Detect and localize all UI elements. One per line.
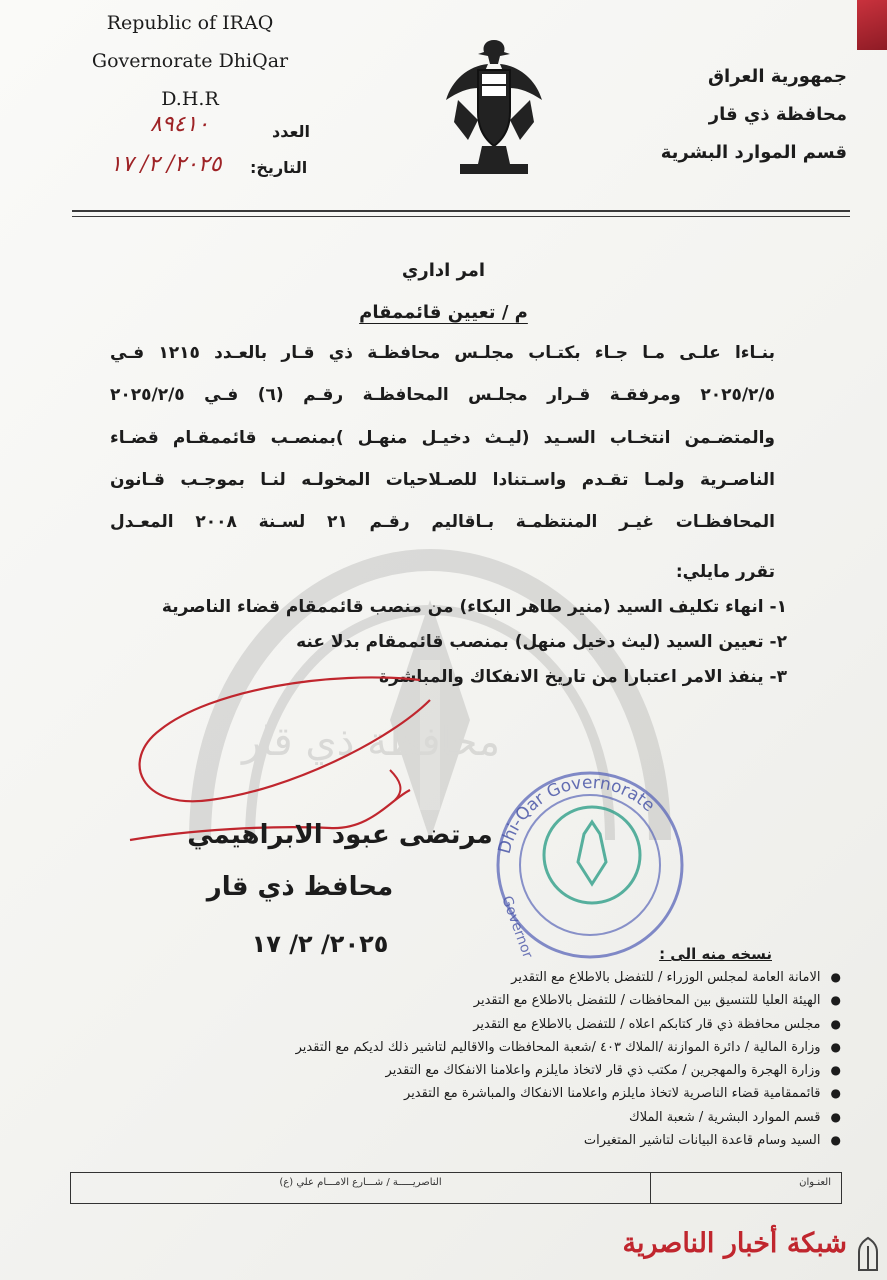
copy-item: ●الهيئة العليا للتنسيق بين المحافظات / للتفضل بالاطلاع مع التقدير bbox=[473, 993, 841, 1009]
copies-title: نسخه منه الى : bbox=[659, 945, 772, 963]
footer-address-table bbox=[70, 1172, 842, 1204]
header-arabic bbox=[617, 58, 847, 172]
copy-item: ●السيد وسام قاعدة البيانات لتاشير المتغيرات bbox=[583, 1133, 841, 1149]
address-label: العنـوان bbox=[650, 1173, 841, 1203]
header-english-line-1: Republic of IRAQ bbox=[106, 12, 274, 34]
news-brand-logo: شبكة أخبار الناصرية bbox=[622, 1228, 847, 1259]
watermark-text: محافظة ذي قار bbox=[242, 719, 500, 765]
header-english-line-3: D.H.R bbox=[161, 88, 219, 110]
header-english bbox=[60, 4, 320, 118]
stamp-outer-text: Dhi-Qar Governorate bbox=[494, 772, 659, 856]
bullet-icon: ● bbox=[830, 970, 841, 984]
header-divider-bottom bbox=[72, 216, 850, 217]
copy-item: ●مجلس محافظة ذي قار كتابكم اعلاه / للتفضل بالاطلاع مع التقدير bbox=[473, 1016, 841, 1032]
address-value: الناصريـــــة / شـــارع الامـــام علي (ع) bbox=[279, 1177, 442, 1188]
header-arabic-line-2: محافظة ذي قار bbox=[708, 104, 847, 125]
stamp-lower-text: Governor bbox=[498, 893, 536, 960]
body-line-6: تقرر مايلي: bbox=[675, 562, 775, 582]
header-divider-top bbox=[72, 210, 850, 212]
signature-date: ٢٠٢٥/ ٢/ ١٧ bbox=[251, 930, 389, 958]
bullet-icon: ● bbox=[830, 1086, 841, 1101]
body-line-4: الناصـرية ولمـا تقـدم واسـتنادا للصـلاحيات المخولـه لنـا بموجـب قـانون bbox=[110, 470, 775, 490]
header-arabic-line-3: قسم الموارد البشرية bbox=[660, 142, 847, 163]
copy-item: ●وزارة المالية / دائرة الموازنة /الملاك ٤٠٣ /شعبة المحافظات والاقاليم لتاشير ذلك لديكم مع التقدير bbox=[295, 1039, 841, 1055]
brand-icon bbox=[855, 1236, 881, 1272]
iraq-eagle-emblem-icon bbox=[438, 30, 550, 180]
body-line-3: والمتضـمن انتخـاب السـيد (ليـث دخيـل منهـل )بمنصـب قائممقـام قضـاء bbox=[110, 428, 775, 448]
copy-item: ●قائممقامية قضاء الناصرية لاتخاذ مايلزم واعلامنا الانفكاك والمباشرة مع التقدير bbox=[404, 1086, 841, 1102]
bullet-icon: ● bbox=[830, 1133, 841, 1148]
document-date: ٢٠٢٥/ ٢/ ١٧ bbox=[110, 152, 222, 177]
reference-block bbox=[110, 110, 330, 210]
signer-title: محافظ ذي قار bbox=[206, 872, 394, 902]
date-label: التاريخ: bbox=[250, 158, 308, 177]
order-item-3: ٣- ينفذ الامر اعتبارا من تاريخ الانفكاك والمباشرة bbox=[379, 667, 787, 687]
body-line-5: المحافظـات غيـر المنتظمـة بـاقاليم رقـم ٢١ لسـنة ٢٠٠٨ المعـدل bbox=[110, 512, 775, 532]
order-item-1: ١- انهاء تكليف السيد (منير طاهر البكاء) من منصب قائممقام قضاء الناصرية bbox=[161, 597, 787, 617]
bullet-icon: ● bbox=[830, 1109, 841, 1124]
bullet-icon: ● bbox=[830, 1039, 841, 1054]
copy-item: ●قسم الموارد البشرية / شعبة الملاك bbox=[629, 1109, 841, 1125]
bullet-icon: ● bbox=[830, 1016, 841, 1031]
bullet-icon: ● bbox=[830, 1063, 841, 1078]
signer-name: مرتضى عبود الابراهيمي bbox=[187, 820, 493, 850]
reference-number: ٨٩٤١٠ bbox=[150, 112, 210, 137]
number-label: العدد bbox=[272, 122, 310, 141]
background-fabric bbox=[857, 0, 887, 50]
order-title: امر اداري bbox=[401, 260, 486, 281]
order-subject: م / تعيين قائممقام bbox=[359, 302, 528, 323]
copies-list bbox=[161, 966, 841, 1152]
header-english-line-2: Governorate DhiQar bbox=[91, 50, 289, 72]
order-item-2: ٢- تعيين السيد (ليث دخيل منهل) بمنصب قائممقام بدلا عنه bbox=[296, 632, 787, 652]
body-line-1: بنـاءا علـى مـا جـاء بكتـاب مجلـس محافظـة ذي قـار بالعـدد ١٢١٥ فـي bbox=[110, 343, 775, 363]
body-line-2: ٢٠٢٥/٢/٥ ومرفقـة قـرار مجلـس المحافظـة رقـم (٦) فـي ٢٠٢٥/٢/٥ bbox=[110, 385, 775, 405]
bullet-icon: ● bbox=[830, 993, 841, 1008]
header-arabic-line-1: جمهورية العراق bbox=[707, 66, 847, 87]
copy-item: ●الامانة العامة لمجلس الوزراء / للتفضل بالاطلاع مع التقدير bbox=[511, 970, 841, 985]
copy-item: ●وزارة الهجرة والمهجرين / مكتب ذي قار لاتخاذ مايلزم واعلامنا الانفكاك مع التقدير bbox=[385, 1063, 841, 1079]
